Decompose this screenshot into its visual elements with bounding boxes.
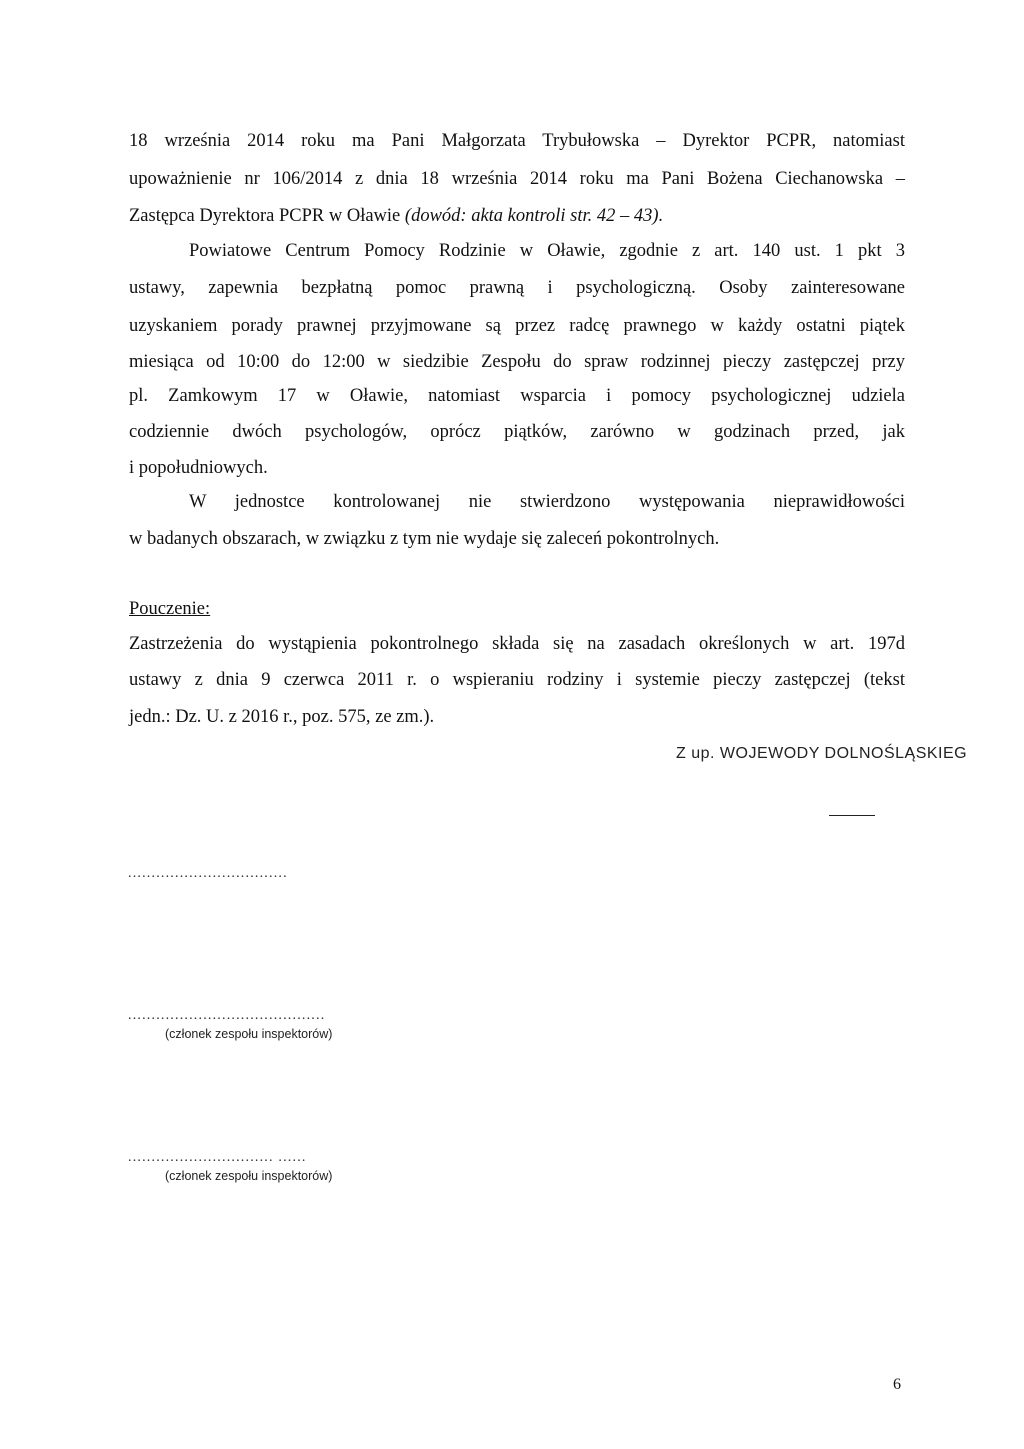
signature-dash — [829, 815, 875, 816]
para2-line-1: Powiatowe Centrum Pomocy Rodzinie w Oławie, zgodnie z art. 140 ust. 1 pkt 3 — [189, 241, 905, 261]
para2-line-6: codziennie dwóch psychologów, oprócz piątków, zarówno w godzinach przed, jak — [129, 422, 905, 442]
signature-dots-1: .................................. — [128, 866, 288, 881]
body-line-1: 18 września 2014 roku ma Pani Małgorzata Trybułowska – Dyrektor PCPR, natomiast — [129, 131, 905, 151]
signature-caption-3: (członek zespołu inspektorów) — [165, 1169, 333, 1183]
instruction-line-1: Zastrzeżenia do wystąpienia pokontrolnego składa się na zasadach określonych w art. 197d — [129, 634, 905, 654]
para2-line-4: miesiąca od 10:00 do 12:00 w siedzibie Zespołu do spraw rodzinnej pieczy zastępczej przy — [129, 352, 905, 372]
instruction-heading: Pouczenie: — [129, 599, 211, 619]
evidence-reference: (dowód: akta kontroli str. 42 – 43). — [404, 206, 664, 226]
voivode-stamp: Z up. WOJEWODY DOLNOŚLĄSKIEG — [676, 745, 968, 762]
page-number: 6 — [893, 1376, 901, 1393]
signature-caption-2: (członek zespołu inspektorów) — [165, 1027, 333, 1041]
para3-line-2: w badanych obszarach, w związku z tym nie wydaje się zaleceń pokontrolnych. — [129, 529, 720, 549]
para2-line-3: uzyskaniem porady prawnej przyjmowane są przez radcę prawnego w każdy ostatni piątek — [129, 316, 905, 336]
body-line-3-text: Zastępca Dyrektora PCPR w Oławie — [129, 206, 405, 226]
para2-line-2: ustawy, zapewnia bezpłatną pomoc prawną i psychologiczną. Osoby zainteresowane — [129, 278, 905, 298]
body-line-3 — [129, 204, 905, 228]
para2-line-7: i popołudniowych. — [129, 458, 268, 478]
signature-dots-2: .......................................... — [128, 1008, 326, 1023]
para3-line-1: W jednostce kontrolowanej nie stwierdzono występowania nieprawidłowości — [189, 492, 905, 512]
instruction-line-3: jedn.: Dz. U. z 2016 r., poz. 575, ze zm.). — [129, 707, 435, 727]
signature-dots-3: ............................... ...... — [128, 1150, 307, 1165]
para2-line-5: pl. Zamkowym 17 w Oławie, natomiast wsparcia i pomocy psychologicznej udziela — [129, 386, 905, 406]
instruction-line-2: ustawy z dnia 9 czerwca 2011 r. o wspieraniu rodziny i systemie pieczy zastępczej (tekst — [129, 670, 905, 690]
body-line-2: upoważnienie nr 106/2014 z dnia 18 września 2014 roku ma Pani Bożena Ciechanowska – — [129, 169, 905, 189]
